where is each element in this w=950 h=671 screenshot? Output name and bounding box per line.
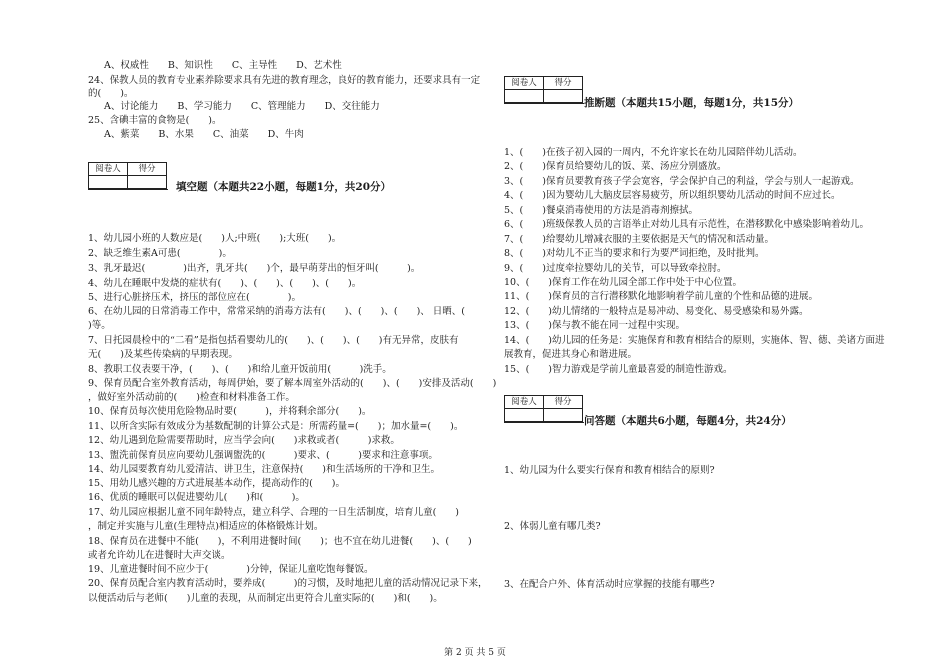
- judge-line: 5、( )餐桌消毒使用的方法是消毒剂擦拭。: [504, 205, 698, 216]
- score-table-qa: [504, 395, 583, 422]
- score-underline: [88, 189, 168, 190]
- q23-options: A、权威性 B、知识性 C、主导性 D、艺术性: [104, 60, 342, 71]
- q24-line1: 24、保教人员的教育专业素养除要求具有先进的教育理念，良好的教育能力，还要求具有一定: [88, 75, 481, 86]
- judge-line: 2、( )保育员给婴幼儿的饭、菜、汤应分别盛放。: [504, 161, 727, 172]
- fill-line: 以便活动后与老师( )儿童的表现，从而制定出更符合儿童实际的( )和( )。: [88, 593, 443, 604]
- fill-line: 9、保育员配合室外教育活动，每周伊始，要了解本周室外活动的( )、( )安排及活动( ): [88, 378, 497, 389]
- fill-line: 7、日托园晨检中的“二看”是指包括看婴幼儿的( )、( )、( )有无异常，皮肤有: [88, 335, 459, 346]
- fill-line: 15、用幼儿感兴趣的方式进展基本动作，提高动作的( )。: [88, 478, 346, 489]
- judge-line: 14、( )幼儿园的任务是：实施保育和教育相结合的原则，实施体、智、德、美诸方面进: [504, 335, 885, 346]
- fill-line: 19、儿童进餐时间不应少于( )分钟，保证儿童吃饱每餐饭。: [88, 564, 374, 575]
- judge-line: 15、( )智力游戏是学前儿童最喜爱的制造性游戏。: [504, 364, 733, 375]
- score-underline: [504, 103, 584, 104]
- reviewer-cell: 阅卷人: [505, 77, 544, 90]
- fill-line: 2、缺乏维生素A可患( )。: [88, 248, 232, 259]
- score-table-fill: [88, 162, 167, 189]
- judge-line: 4、( )因为婴幼儿大脑皮层容易疲劳，所以组织婴幼儿活动的时间不应过长。: [504, 190, 841, 201]
- judge-line: 13、( )保与教不能在同一过程中实现。: [504, 320, 686, 331]
- score-blank: [128, 176, 167, 189]
- q24-options: A、讨论能力 B、学习能力 C、管理能力 D、交往能力: [104, 101, 380, 112]
- fill-line: 无( )及某些传染病的早期表现。: [88, 349, 238, 360]
- fill-line: 17、幼儿园应根据儿童不同年龄特点，建立科学、合理的一日生活制度，培育儿童( ): [88, 507, 460, 518]
- reviewer-cell: 阅卷人: [89, 163, 128, 176]
- fill-line: 4、幼儿在睡眠中发烧的症状有( )、( )、( )、( )。: [88, 278, 362, 289]
- score-blank: [544, 90, 583, 103]
- reviewer-blank: [89, 176, 128, 189]
- judge-line: 12、( )幼儿情绪的一般特点是易冲动、易变化、易受感染和易外露。: [504, 306, 809, 317]
- judge-line: 3、( )保育员要教育孩子学会宽容，学会保护自己的利益，学会与别人一起游戏。: [504, 176, 860, 187]
- judge-line: 9、( )过度牵拉婴幼儿的关节，可以导致牵拉肘。: [504, 263, 727, 274]
- judge-line: 7、( )给婴幼儿增减衣服的主要依据是天气的情况和活动量。: [504, 234, 774, 245]
- fill-line: 或者允许幼儿在进餐时大声交谈。: [88, 550, 231, 561]
- score-cell: 得分: [544, 77, 583, 90]
- fill-line: 6、在幼儿园的日常消毒工作中，常常采纳的消毒方法有( )、( )、( )、 日晒、(: [88, 306, 485, 317]
- judge-line: 8、( )对幼儿不正当的要求和行为要严词拒绝，及时批判。: [504, 248, 765, 259]
- section-title-judge: 推断题（本题共15小题，每题1分，共15分）: [584, 97, 800, 109]
- fill-line: 5、进行心脏挤压术，挤压的部位应在( )。: [88, 292, 301, 303]
- section-title-qa: 问答题（本题共6小题，每题4分，共24分）: [584, 415, 792, 427]
- fill-line: 1、幼儿园小班的人数应是( )人;中班( );大班( )。: [88, 233, 342, 244]
- reviewer-cell: 阅卷人: [505, 396, 544, 409]
- qa-question: 1、幼儿园为什么要实行保育和教育相结合的原则?: [504, 465, 715, 476]
- score-cell: 得分: [128, 163, 167, 176]
- qa-question: 3、在配合户外、体育活动时应掌握的技能有哪些?: [504, 579, 715, 590]
- judge-line: 1、( )在孩子初入园的一周内，不允许家长在幼儿园陪伴幼儿活动。: [504, 147, 803, 158]
- score-table-judge: [504, 76, 583, 103]
- fill-line: 18、保育员在进餐中不能( )，不利用进餐时间( )；也不宜在幼儿进餐( )、( ): [88, 536, 472, 547]
- fill-line: 14、幼儿园要教育幼儿爱清洁、讲卫生，注意保持( )和生活场所的干净和卫生。: [88, 464, 441, 475]
- section-title-fill: 填空题（本题共22小题，每题1分，共20分）: [176, 181, 392, 193]
- page-footer: 第 2 页 共 5 页: [444, 648, 506, 658]
- fill-line: 11、以所含实际有效成分为基数配制的计算公式是：所需药量=( )；加水量=( )。: [88, 421, 464, 432]
- judge-line: 6、( )班级保教人员的言语举止对幼儿具有示范性，在潜移默化中感染影响着幼儿。: [504, 219, 869, 230]
- q25-line1: 25、含碘丰富的食物是( )。: [88, 115, 222, 126]
- score-blank: [544, 409, 583, 422]
- q25-options: A、紫菜 B、水果 C、油菜 D、牛肉: [104, 129, 304, 140]
- judge-line: 展教育，促进其身心和谐进展。: [504, 349, 638, 360]
- q24-line2: 的( )。: [88, 88, 134, 99]
- fill-line: 8、教职工仪表要干净，( )、( )和给儿童开饭前用( )洗手。: [88, 364, 392, 375]
- fill-line: 10、保育员每次使用危险物品时要( )，并将剩余部分( )。: [88, 406, 372, 417]
- judge-line: 10、( )保育工作在幼儿园全部工作中处于中心位置。: [504, 277, 743, 288]
- reviewer-blank: [505, 409, 544, 422]
- fill-line: 3、乳牙最迟( )出齐，乳牙共( )个，最早萌芽出的恒牙叫( )。: [88, 263, 421, 274]
- score-cell: 得分: [544, 396, 583, 409]
- fill-line: 13、盥洗前保育员应向要幼儿强调盥洗的( )要求、( )要求和注意事项。: [88, 450, 438, 461]
- fill-line: 16、优质的睡眠可以促进婴幼儿( )和( )。: [88, 492, 305, 503]
- fill-line: 20、保育员配合室内教育活动时，要养成( )的习惯，及时地把儿童的活动情况记录下来，: [88, 578, 488, 589]
- reviewer-blank: [505, 90, 544, 103]
- fill-line: )等。: [88, 320, 111, 331]
- fill-line: ，制定并实施与儿童(生理特点)相适应的体格锻炼计划。: [88, 521, 324, 532]
- qa-question: 2、体弱儿童有哪几类?: [504, 521, 601, 532]
- fill-line: ，做好室外活动前的( )检查和材料准备工作。: [88, 392, 295, 403]
- judge-line: 11、( )保育员的言行潜移默化地影响着学前儿童的个性和品德的进展。: [504, 291, 819, 302]
- fill-line: 12、幼儿遇到危险需要帮助时，应当学会向( )求救或者( )求救。: [88, 435, 400, 446]
- score-underline: [504, 422, 584, 423]
